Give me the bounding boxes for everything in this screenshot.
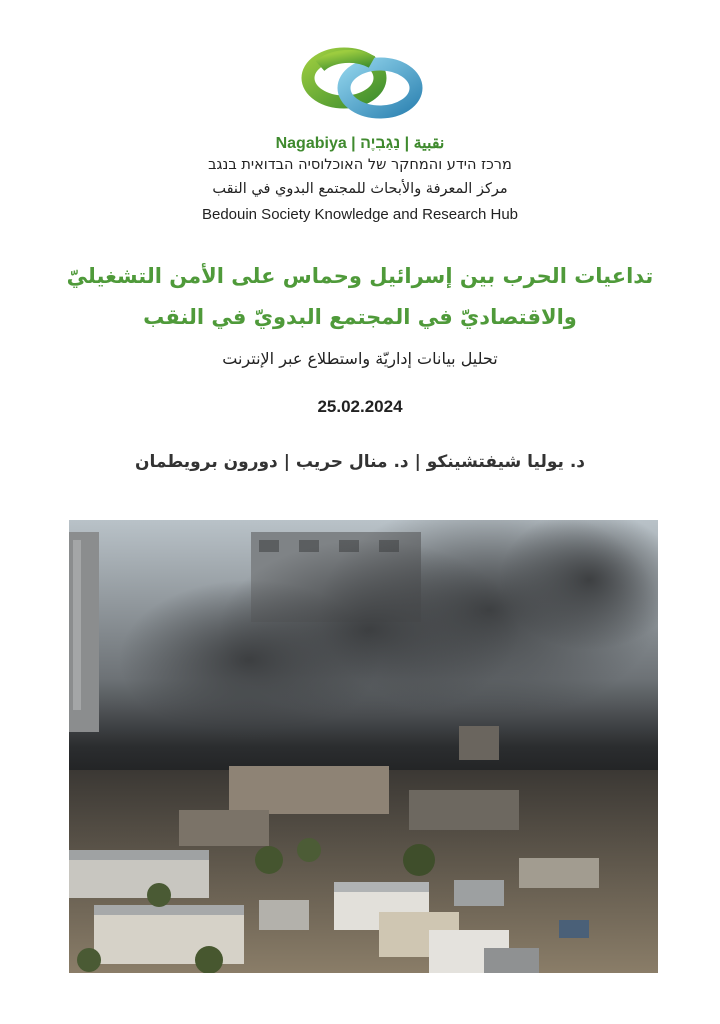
- cover-photo: [69, 520, 658, 973]
- report-title-line1: تداعيات الحرب بين إسرائيل وحماس على الأمن التشغيليّ: [66, 264, 654, 288]
- org-name-hebrew: מרכז הידע והמחקר של האוכלוסיה הבדואית בנגב: [208, 157, 512, 173]
- report-title-line2: والاقتصاديّ في المجتمع البدويّ في النقب: [143, 305, 577, 329]
- org-name-arabic: مركز المعرفة والأبحاث للمجتمع البدوي في النقب: [212, 181, 508, 197]
- report-date: 25.02.2024: [317, 397, 403, 416]
- org-name-english: Bedouin Society Knowledge and Research Hub: [201, 206, 519, 223]
- report-authors: د. يوليا شيفتشينكو | د. منال حريب | دورون برويطمان: [134, 452, 586, 472]
- nagabiya-logo: [300, 44, 424, 124]
- brand-name: Nagabiya | نقبية | נַגַבִיֶה: [275, 135, 445, 152]
- report-subtitle: تحليل بيانات إداريّة واستطلاع عبر الإنترنت: [222, 349, 498, 368]
